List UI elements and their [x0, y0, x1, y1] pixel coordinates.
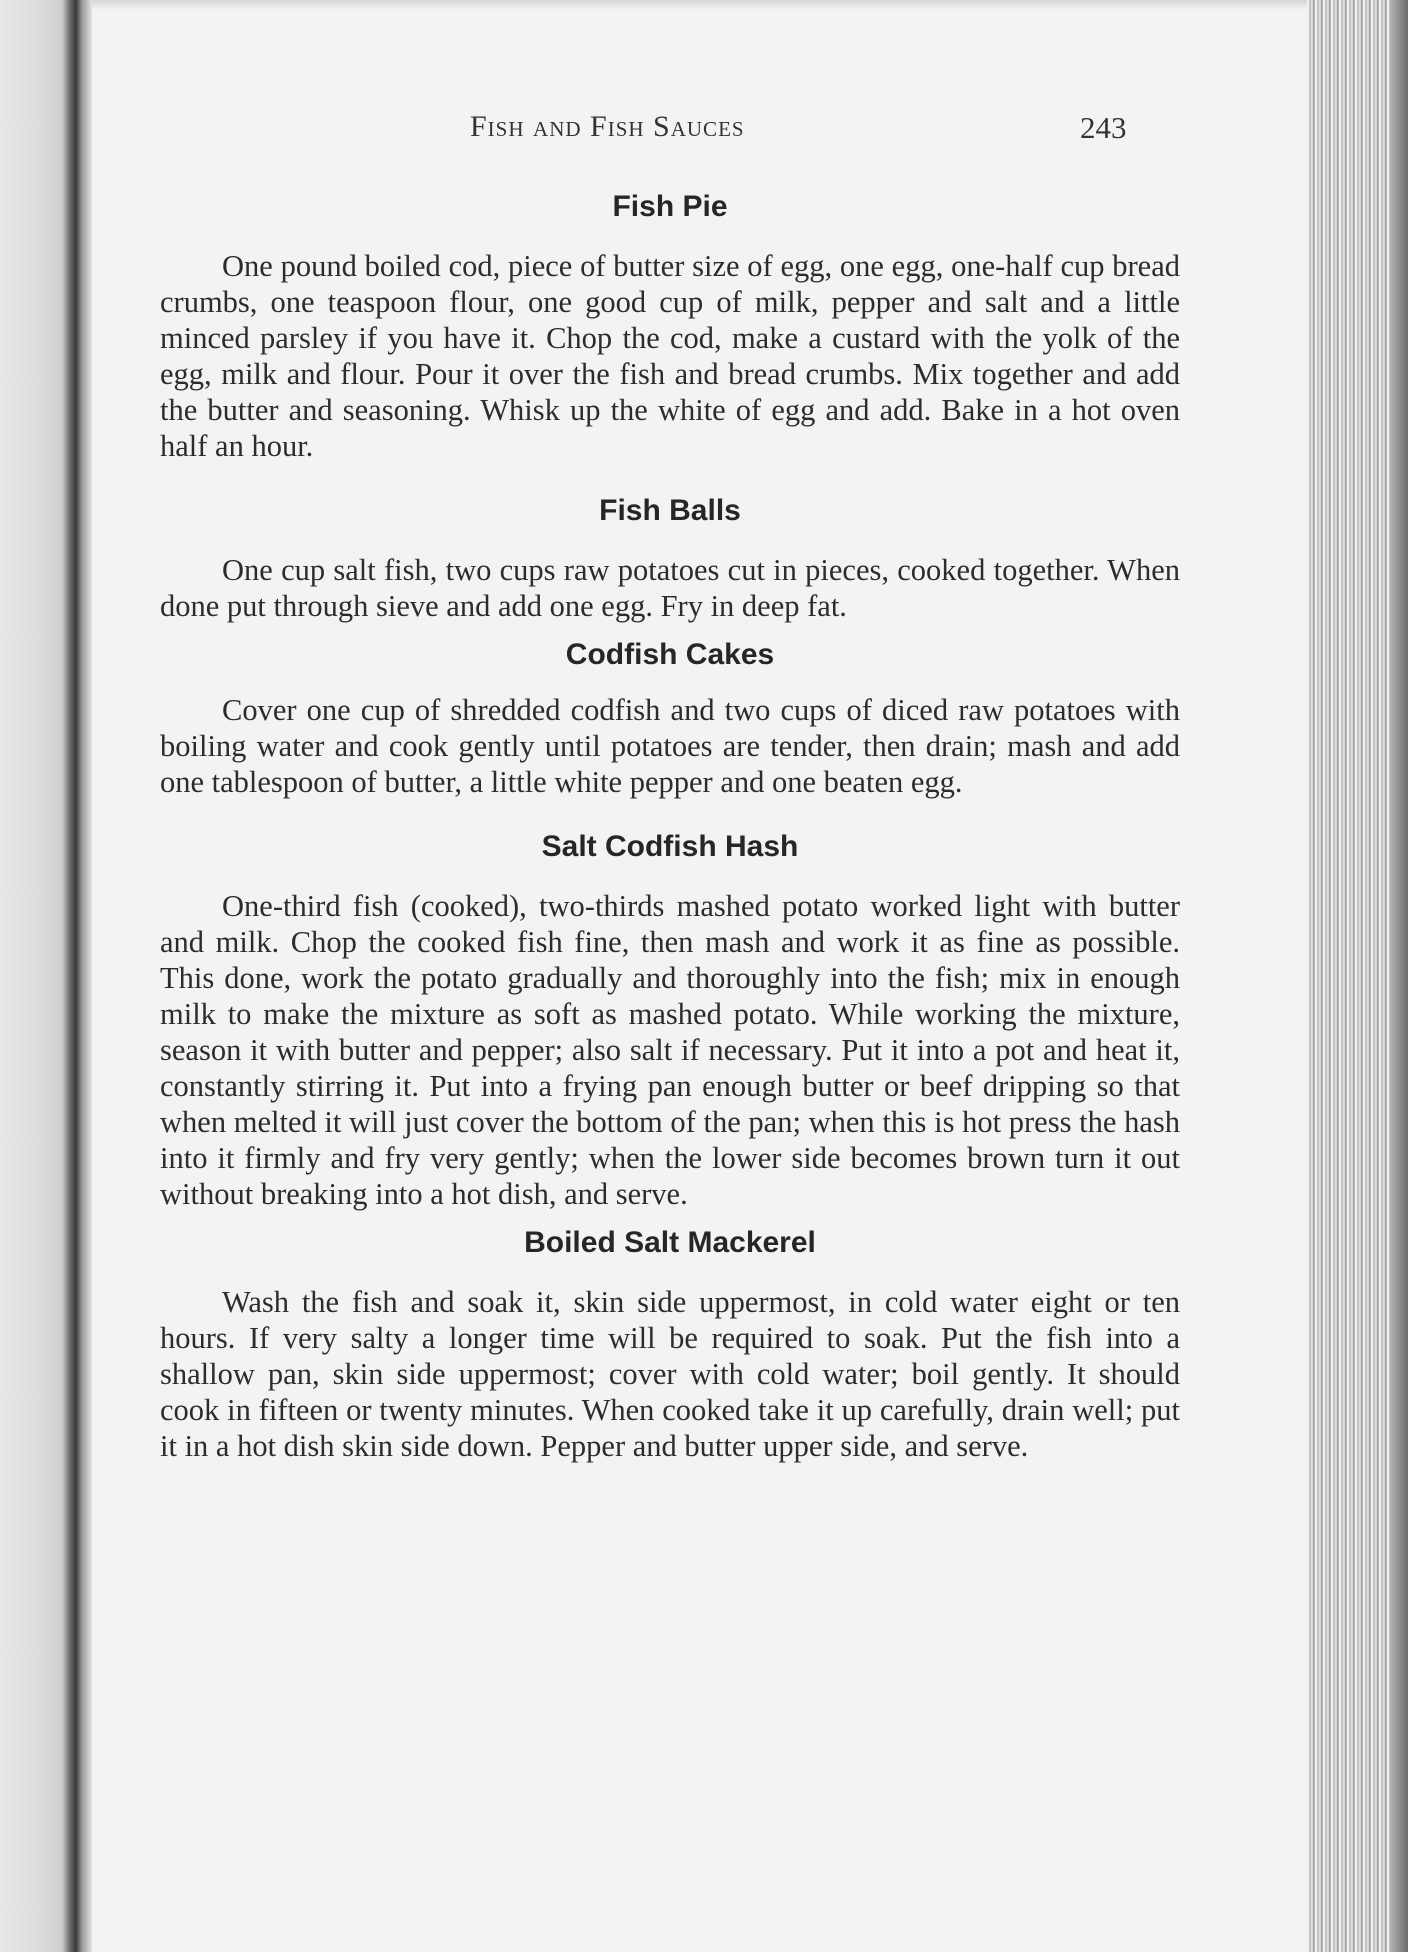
recipe-body: One-third fish (cooked), two-thirds mashed potato worked light with butter and milk. Chop the cooked fish fine, then mash and work it as fine as possible. This done, work the potato gradually and thoroughly into the fish; mix in enough milk to make the mixture as soft as mashed potato. While working the mixture, season it with butter and pepper; also salt if necessary. Put it into a pot and heat it, constantly stirring it. Put into a frying pan enough butter or beef dripping so that when melted it will just cover the bottom of the pan; when this is hot press the hash into it firmly and fry very gently; when the lower side becomes brown turn it out without breaking into a hot dish, and serve. [160, 889, 1180, 1211]
page-edges [1307, 0, 1408, 1952]
recipe-body: Wash the fish and soak it, skin side uppermost, in cold water eight or ten hours. If very salty a longer time will be required to soak. Put the fish into a shallow pan, skin side uppermost; cover with cold water; boil gently. It should cook in fifteen or twenty minutes. When cooked take it up carefully, drain well; put it in a hot dish skin side down. Pepper and butter upper side, and serve. [160, 1285, 1180, 1463]
recipe-body: One cup salt fish, two cups raw potatoes cut in pieces, cooked together. When done put through sieve and add one egg. Fry in deep fat. [160, 553, 1180, 623]
recipe-fish-pie [160, 190, 1180, 464]
recipe-boiled-salt-mackerel [160, 1226, 1180, 1464]
recipe-fish-balls [160, 494, 1180, 624]
recipe-body: Cover one cup of shredded codfish and two cups of diced raw potatoes with boiling water and cook gently until potatoes are tender, then drain; mash and add one tablespoon of butter, a little white pepper and one beaten egg. [160, 693, 1180, 799]
recipe-title: Salt Codfish Hash [541, 830, 799, 863]
recipe-title: Fish Pie [612, 190, 728, 223]
recipe-salt-codfish-hash [160, 830, 1180, 1212]
recipe-body: One pound boiled cod, piece of butter size of egg, one egg, one-half cup bread crumbs, one teaspoon flour, one good cup of milk, pepper and salt and a little minced parsley if you have it. Chop the cod, make a custard with the yolk of the egg, milk and flour. Pour it over the fish and bread crumbs. Mix together and add the butter and seasoning. Whisk up the white of egg and add. Bake in a hot oven half an hour. [160, 249, 1180, 463]
running-head: Fish and Fish Sauces [470, 110, 745, 143]
book-binding [0, 0, 92, 1952]
recipe-title: Boiled Salt Mackerel [524, 1226, 816, 1259]
recipe-codfish-cakes [160, 638, 1180, 800]
page-content [160, 190, 1180, 1464]
recipe-title: Fish Balls [599, 494, 741, 527]
page-top-shadow [92, 0, 1307, 10]
recipe-title: Codfish Cakes [565, 638, 775, 671]
page-number: 243 [1080, 110, 1127, 145]
